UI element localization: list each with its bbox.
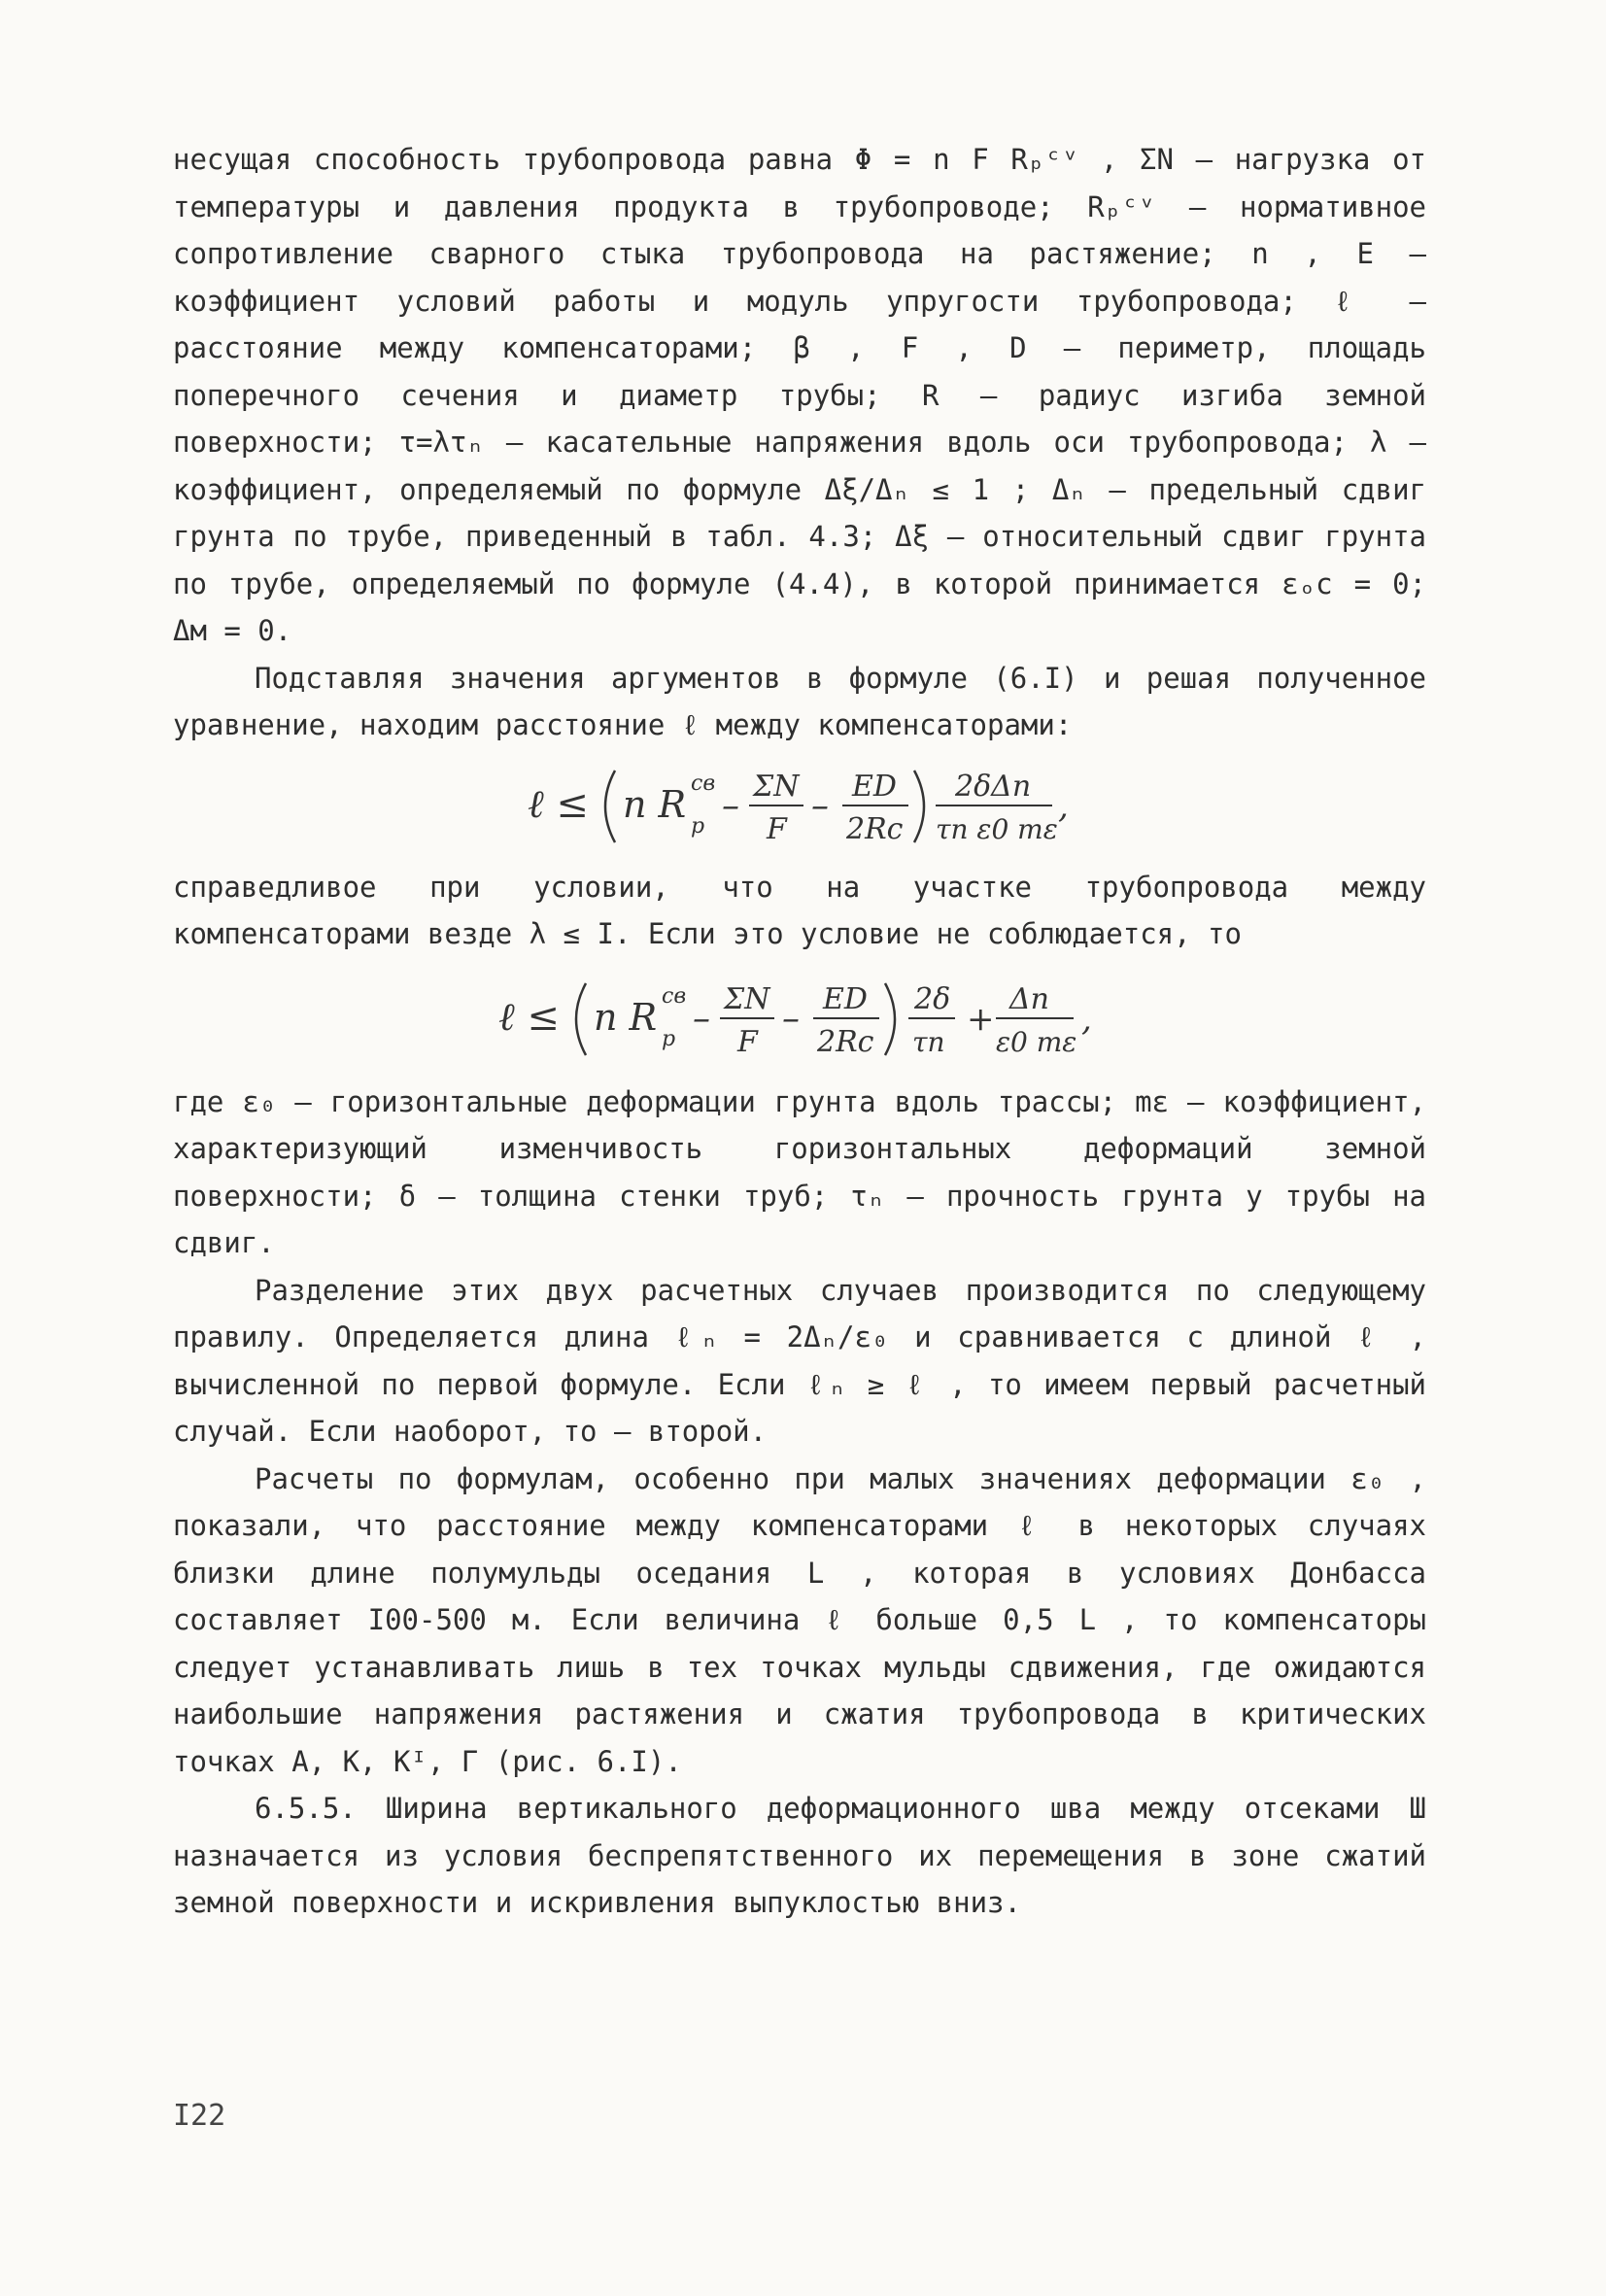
formula-2 <box>173 958 1426 1079</box>
formula-1 <box>173 749 1426 864</box>
f2-add-den: ε0 mε <box>996 1025 1077 1058</box>
f2-lhs: ℓ ≤ <box>498 994 560 1040</box>
f2-minus-1: – <box>693 998 710 1039</box>
f2-term3-num: ED <box>823 981 868 1016</box>
f2-term2-den: F <box>737 1024 758 1059</box>
f2-term1: n R <box>594 995 658 1039</box>
paragraph: Подставляя значения аргументов в формуле (6.I) и решая полученное уравнение, находим расстояние ℓ между компенсаторами: <box>173 661 1426 741</box>
f2-term3-den: 2Rc <box>817 1024 874 1059</box>
paragraph: несущая способность трубопровода равна Φ = n F Rₚᶜᵛ , ΣN – нагрузка от температуры и давления продукта в трубопроводе; Rₚᶜᵛ – нормативное сопротивление сварного стыка трубопровода на растяжение; n , E – коэффициент условий работы и модуль упругости трубопровода; ℓ – расстояние между компенсаторами; β , F , D – периметр, площадь поперечного сечения и диаметр трубы; R – радиус изгиба земной поверхности; τ=λτₙ – касательные напряжения вдоль оси трубопровода; λ – коэффициент, определяемый по формуле Δξ/Δₙ ≤ 1 ; Δₙ – предельный сдвиг грунта по трубе, приведенный в табл. 4.3; Δξ – относительный сдвиг грунта по трубе, определяемый по формуле (4.4), в которой принимается εₒc = 0; Δм = 0. <box>173 143 1426 647</box>
paragraph: Разделение этих двух расчетных случаев производится по следующему правилу. Определяется длина ℓₙ = 2Δₙ/ε₀ и сравнивается с длиной ℓ , вычисленной по первой формуле. Если ℓₙ ≥ ℓ , то имеем первый расчетный случай. Если наоборот, то – второй. <box>173 1273 1426 1448</box>
f2-add-num: Δn <box>1009 981 1049 1016</box>
f1-term2-den: F <box>767 811 787 846</box>
f1-term3-num: ED <box>852 769 897 804</box>
f2-close-paren <box>885 983 895 1055</box>
f1-minus-1: – <box>722 785 739 826</box>
body-text <box>173 136 1426 1927</box>
f1-open-paren <box>605 771 615 842</box>
f1-close-paren <box>914 771 924 842</box>
formula-2-graphic <box>498 958 1101 1079</box>
f1-term2-num: ΣN <box>753 769 800 804</box>
f2-open-paren <box>576 983 586 1055</box>
f2-tail: , <box>1081 999 1092 1039</box>
f2-term1-sup: cв <box>662 983 687 1009</box>
f1-term1: n R <box>623 782 687 826</box>
f2-minus-2: – <box>782 998 800 1039</box>
f1-term3-den: 2Rc <box>846 811 904 846</box>
f1-tail: , <box>1058 786 1069 826</box>
f1-mult-den: τn ε0 mε <box>936 812 1058 845</box>
f1-minus-2: – <box>811 785 829 826</box>
paragraph: 6.5.5. Ширина вертикального деформационного шва между отсеками Ш назначается из условия беспрепятственного их перемещения в зоне сжатий земной поверхности и искривления выпуклостью вниз. <box>173 1792 1426 1919</box>
f2-term2-num: ΣN <box>724 981 770 1016</box>
page-number: I22 <box>173 2099 226 2133</box>
f2-plus: + <box>967 999 995 1039</box>
f1-mult-num: 2δΔn <box>955 769 1032 804</box>
f2-term1-sub: p <box>662 1026 676 1051</box>
paragraph: справедливое при условии, что на участке трубопровода между компенсаторами везде λ ≤ I. Если это условие не соблюдается, то <box>173 870 1426 950</box>
paragraph: Расчеты по формулам, особенно при малых значениях деформации ε₀ , показали, что расстояние между компенсаторами ℓ в некоторых случаях близки длине полумульды оседания L , которая в условиях Донбасса составляет I00-500 м. Если величина ℓ больше 0,5 L , то компенсаторы следует устанавливать лишь в тех точках мульды сдвижения, где ожидаются наибольшие напряжения растяжения и сжатия трубопровода в критических точках А, К, Кᴵ, Г (рис. 6.I). <box>173 1461 1426 1778</box>
f2-mult-num: 2δ <box>914 981 951 1016</box>
f1-lhs: ℓ ≤ <box>528 781 589 827</box>
f1-term1-sup: cв <box>691 771 716 796</box>
f2-mult-den: τn <box>912 1025 945 1058</box>
f1-term1-sub: p <box>691 813 705 839</box>
paragraph: где ε₀ – горизонтальные деформации грунта вдоль трассы; mε – коэффициент, характеризующий изменчивость горизонтальных деформаций земной поверхности; δ – толщина стенки труб; τₙ – прочность грунта у трубы на сдвиг. <box>173 1084 1426 1259</box>
formula-1-graphic <box>528 749 1072 864</box>
